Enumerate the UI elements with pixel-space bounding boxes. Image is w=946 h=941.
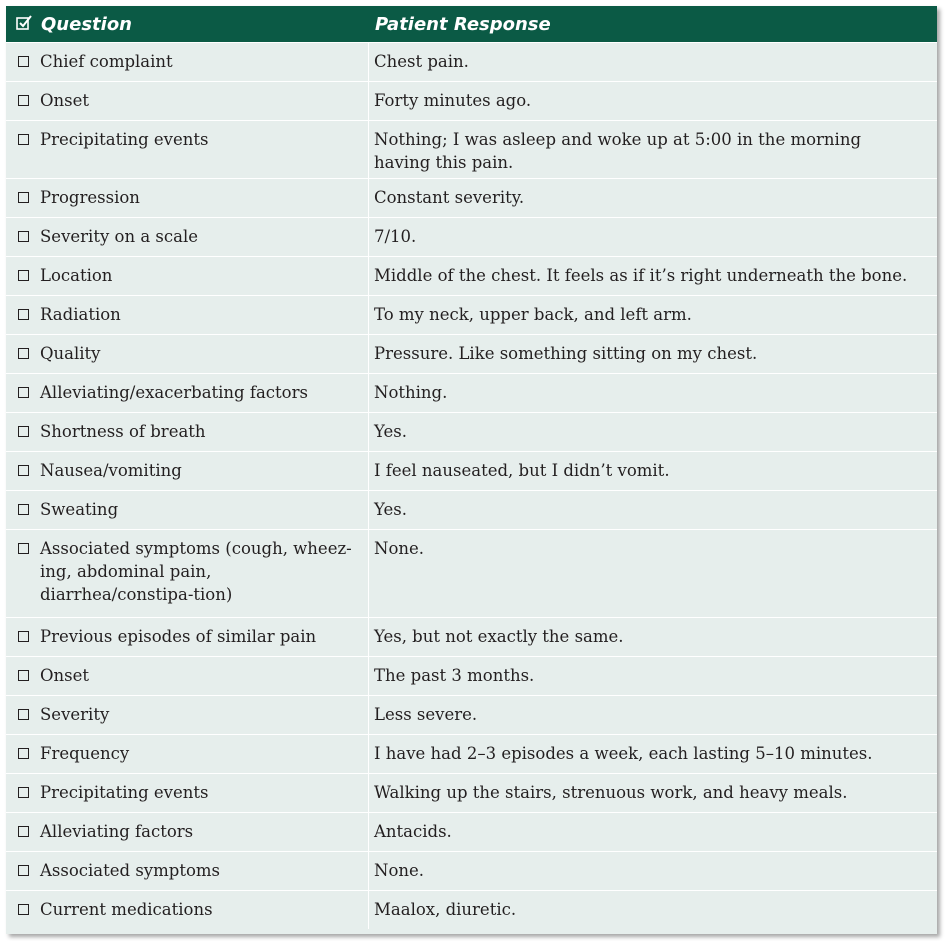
question-header-label: Question: [41, 13, 132, 35]
table-body: [6, 42, 937, 929]
question-cell: [6, 218, 369, 256]
table-row: [6, 451, 937, 490]
checkbox-checked-icon: [16, 15, 32, 31]
table-row: [6, 490, 937, 529]
response-cell: I feel nauseated, but I didn’t vomit.: [374, 461, 670, 480]
response-cell: Yes.: [374, 422, 407, 441]
response-cell: Nothing; I was asleep and woke up at 5:00 in the morning having this pain.: [374, 130, 862, 172]
checkbox[interactable]: [18, 192, 29, 203]
question-text: Quality: [40, 344, 101, 363]
question-cell: [6, 657, 369, 695]
question-cell: [6, 179, 369, 217]
checkbox[interactable]: [18, 826, 29, 837]
response-cell: Less severe.: [374, 705, 478, 724]
question-text: Alleviating/exacerbating factors: [40, 383, 308, 402]
checkbox[interactable]: [18, 504, 29, 515]
question-text: Severity: [40, 705, 110, 724]
question-text: Precipitating events: [40, 130, 209, 149]
question-cell: [6, 43, 369, 81]
response-cell: Forty minutes ago.: [374, 91, 532, 110]
table-row: [6, 334, 937, 373]
table-row: [6, 217, 937, 256]
response-cell: Chest pain.: [374, 52, 469, 71]
question-cell: [6, 813, 369, 851]
table-row: [6, 773, 937, 812]
table-row: [6, 890, 937, 929]
response-cell: Yes.: [374, 500, 407, 519]
table-row: [6, 412, 937, 451]
checkbox[interactable]: [18, 631, 29, 642]
question-text: Location: [40, 266, 113, 285]
question-text: Previous episodes of similar pain: [40, 627, 317, 646]
table-row: [6, 373, 937, 412]
response-cell: I have had 2–3 episodes a week, each lasting 5–10 minutes.: [374, 744, 873, 763]
response-cell: To my neck, upper back, and left arm.: [374, 305, 692, 324]
question-text: Associated symptoms (cough, wheez-ing, abdominal pain, diarrhea/constipa-tion): [40, 539, 352, 604]
response-cell: Antacids.: [374, 822, 452, 841]
question-cell: [6, 374, 369, 412]
question-cell: [6, 452, 369, 490]
response-cell: Pressure. Like something sitting on my chest.: [374, 344, 758, 363]
checkbox[interactable]: [18, 387, 29, 398]
question-text: Shortness of breath: [40, 422, 206, 441]
question-cell: [6, 257, 369, 295]
question-cell: [6, 413, 369, 451]
question-cell: [6, 774, 369, 812]
question-column-header: [6, 14, 369, 35]
checkbox[interactable]: [18, 231, 29, 242]
table-row: [6, 256, 937, 295]
history-checklist-table: [6, 6, 937, 934]
question-cell: [6, 618, 369, 656]
question-text: Severity on a scale: [40, 227, 198, 246]
question-cell: [6, 735, 369, 773]
question-text: Current medications: [40, 900, 213, 919]
checkbox[interactable]: [18, 787, 29, 798]
question-cell: [6, 891, 369, 929]
table-row: [6, 120, 937, 178]
table-row: [6, 617, 937, 656]
table-row: [6, 812, 937, 851]
table-row: [6, 695, 937, 734]
question-text: Alleviating factors: [40, 822, 194, 841]
response-cell: Constant severity.: [374, 188, 525, 207]
response-cell: None.: [374, 861, 425, 880]
response-cell: Yes, but not exactly the same.: [374, 627, 624, 646]
table-row: [6, 178, 937, 217]
question-cell: [6, 335, 369, 373]
response-cell: Walking up the stairs, strenuous work, and heavy meals.: [374, 783, 848, 802]
table-row: [6, 851, 937, 890]
question-text: Precipitating events: [40, 783, 209, 802]
response-cell: None.: [374, 539, 425, 558]
question-cell: [6, 296, 369, 334]
checkbox[interactable]: [18, 709, 29, 720]
question-cell: [6, 852, 369, 890]
table-row: [6, 734, 937, 773]
question-text: Onset: [40, 91, 90, 110]
checkbox[interactable]: [18, 543, 29, 554]
response-cell: Maalox, diuretic.: [374, 900, 517, 919]
question-cell: [6, 696, 369, 734]
question-text: Onset: [40, 666, 90, 685]
question-text: Nausea/vomiting: [40, 461, 182, 480]
question-text: Sweating: [40, 500, 119, 519]
response-cell: Nothing.: [374, 383, 448, 402]
checkbox[interactable]: [18, 134, 29, 145]
question-cell: [6, 491, 369, 529]
response-cell: 7/10.: [374, 227, 417, 246]
checkbox[interactable]: [18, 348, 29, 359]
checkbox[interactable]: [18, 748, 29, 759]
checkbox[interactable]: [18, 904, 29, 915]
question-cell: [6, 121, 369, 178]
response-cell: The past 3 months.: [374, 666, 535, 685]
table-row: [6, 295, 937, 334]
checkbox[interactable]: [18, 270, 29, 281]
table-row: [6, 529, 937, 617]
checkbox[interactable]: [18, 95, 29, 106]
checkbox[interactable]: [18, 670, 29, 681]
checkbox[interactable]: [18, 426, 29, 437]
question-text: Chief complaint: [40, 52, 173, 71]
checkbox[interactable]: [18, 465, 29, 476]
checkbox[interactable]: [18, 309, 29, 320]
table-row: [6, 656, 937, 695]
question-text: Progression: [40, 188, 140, 207]
question-text: Associated symptoms: [40, 861, 221, 880]
table-header: [6, 6, 937, 42]
response-column-header: Patient Response: [375, 13, 551, 35]
checkbox[interactable]: [18, 865, 29, 876]
question-text: Radiation: [40, 305, 121, 324]
table-row: [6, 81, 937, 120]
table-row: [6, 42, 937, 81]
question-cell: [6, 530, 369, 617]
response-cell: Middle of the chest. It feels as if it’s right underneath the bone.: [374, 266, 908, 285]
question-text: Frequency: [40, 744, 130, 763]
question-cell: [6, 82, 369, 120]
checkbox[interactable]: [18, 56, 29, 67]
